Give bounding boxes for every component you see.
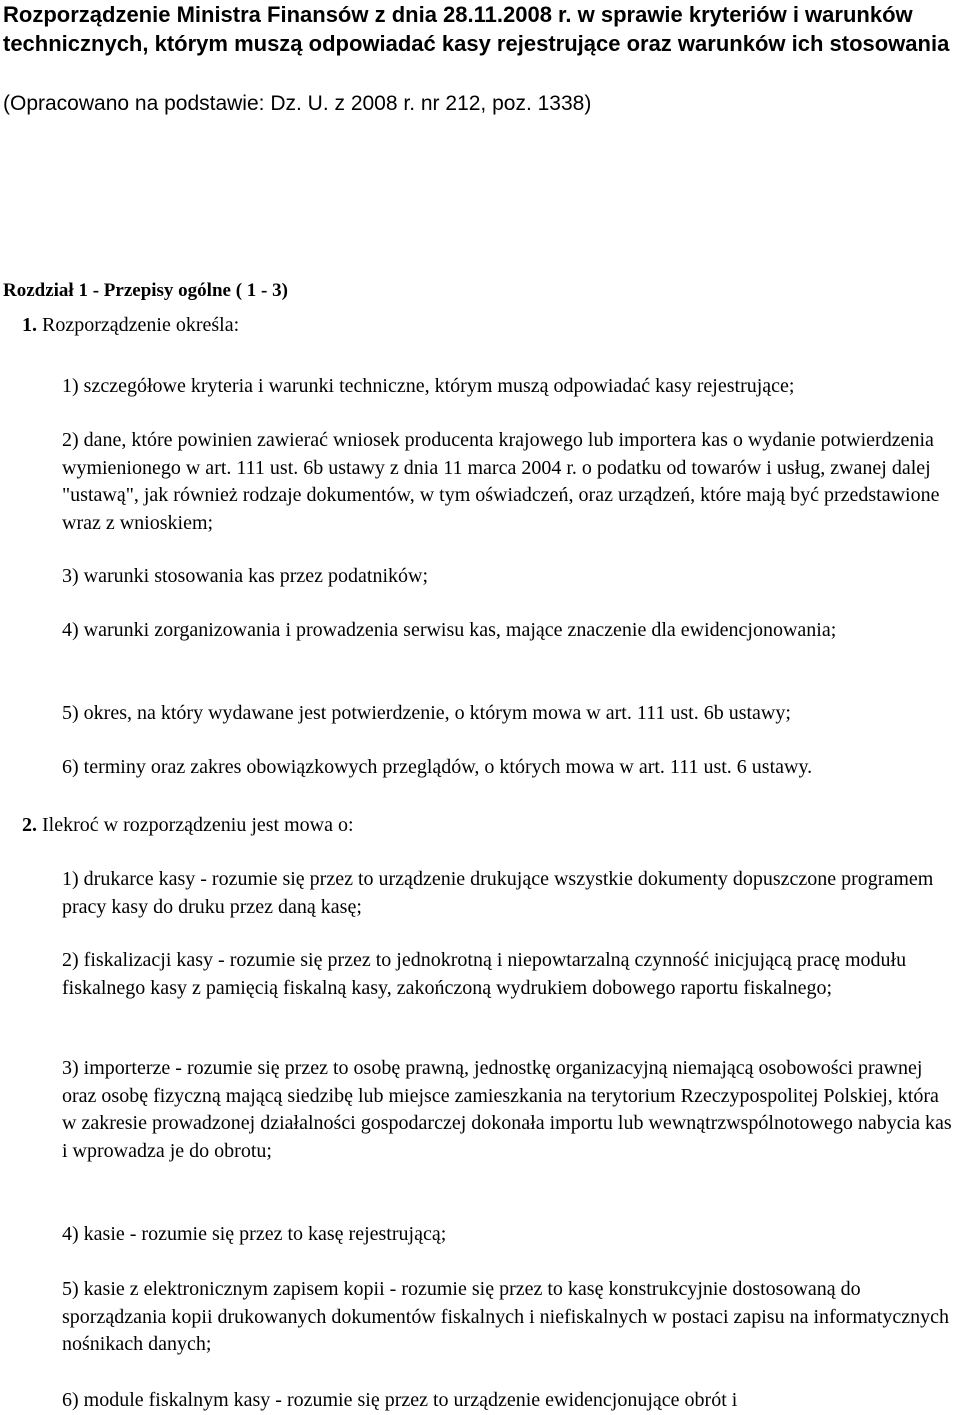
document-title: Rozporządzenie Ministra Finansów z dnia 28.11.2008 r. w sprawie kryteriów i warunków technicznych, którym muszą odpowiadać kasy rejestrujące oraz warunków ich stosowania xyxy=(3,2,950,56)
section-1-item-1: 1) szczegółowe kryteria i warunki techniczne, którym muszą odpowiadać kasy rejestrujące; xyxy=(62,375,795,397)
section-2-item-5: 5) kasie z elektronicznym zapisem kopii - rozumie się przez to kasę konstrukcyjnie dostosowaną do sporządzania kopii drukowanych dokumentów fiskalnych i niefiskalnych w postaci zapisu na informatycznych nośnikach danych; xyxy=(62,1278,949,1355)
section-2-item-6: 6) module fiskalnym kasy - rozumie się przez to urządzenie ewidencjonujące obrót i xyxy=(62,1389,738,1411)
section-2-item-1: 1) drukarce kasy - rozumie się przez to urządzenie drukujące wszystkie dokumenty dopuszczone programem pracy kasy do druku przez daną kasę; xyxy=(62,868,934,918)
section-1-heading xyxy=(22,312,952,338)
section-1-item-2: 2) dane, które powinien zawierać wniosek producenta krajowego lub importera kas o wydanie potwierdzenia wymienionego w art. 111 ust. 6b ustawy z dnia 11 marca 2004 r. o podatku od towarów i usług, zwanej dalej "ustawą", jak również rodzaje dokumentów, w tym oświadczeń, oraz urządzeń, które mają być przedstawione wraz z wnioskiem; xyxy=(62,429,940,534)
section-2-intro: Ilekroć w rozporządzeniu jest mowa o: xyxy=(37,814,354,836)
document-source: (Opracowano na podstawie: Dz. U. z 2008 r. nr 212, poz. 1338) xyxy=(3,92,592,115)
section-1-number: 1. xyxy=(22,314,37,336)
section-2-heading xyxy=(22,812,952,838)
chapter-heading: Rozdział 1 - Przepisy ogólne ( 1 - 3) xyxy=(3,280,288,301)
section-1-item-6: 6) terminy oraz zakres obowiązkowych przeglądów, o których mowa w art. 111 ust. 6 ustawy. xyxy=(62,756,813,778)
section-2-number: 2. xyxy=(22,814,37,836)
section-1-item-4: 4) warunki zorganizowania i prowadzenia serwisu kas, mające znaczenie dla ewidencjonowania; xyxy=(62,619,837,641)
section-2-item-2: 2) fiskalizacji kasy - rozumie się przez to jednokrotną i niepowtarzalną czynność inicjującą pracę modułu fiskalnego kasy z pamięcią fiskalną kasy, zakończoną wydrukiem dobowego raportu fiskalnego; xyxy=(62,949,907,999)
section-1-item-5: 5) okres, na który wydawane jest potwierdzenie, o którym mowa w art. 111 ust. 6b ustawy; xyxy=(62,702,791,724)
section-2-item-4: 4) kasie - rozumie się przez to kasę rejestrującą; xyxy=(62,1223,447,1245)
section-1-item-3: 3) warunki stosowania kas przez podatników; xyxy=(62,565,429,587)
section-1-intro: Rozporządzenie określa: xyxy=(37,314,240,336)
section-2-item-3: 3) importerze - rozumie się przez to osobę prawną, jednostkę organizacyjną niemającą osobowości prawnej oraz osobę fizyczną mającą siedzibę lub miejsce zamieszkania na terytorium Rzeczypospolitej Polskiej, która w zakresie prowadzonej działalności gospodarczej dokonała importu lub wewnątrzwspólnotowego nabycia kas i wprowadza je do obrotu; xyxy=(62,1057,952,1162)
